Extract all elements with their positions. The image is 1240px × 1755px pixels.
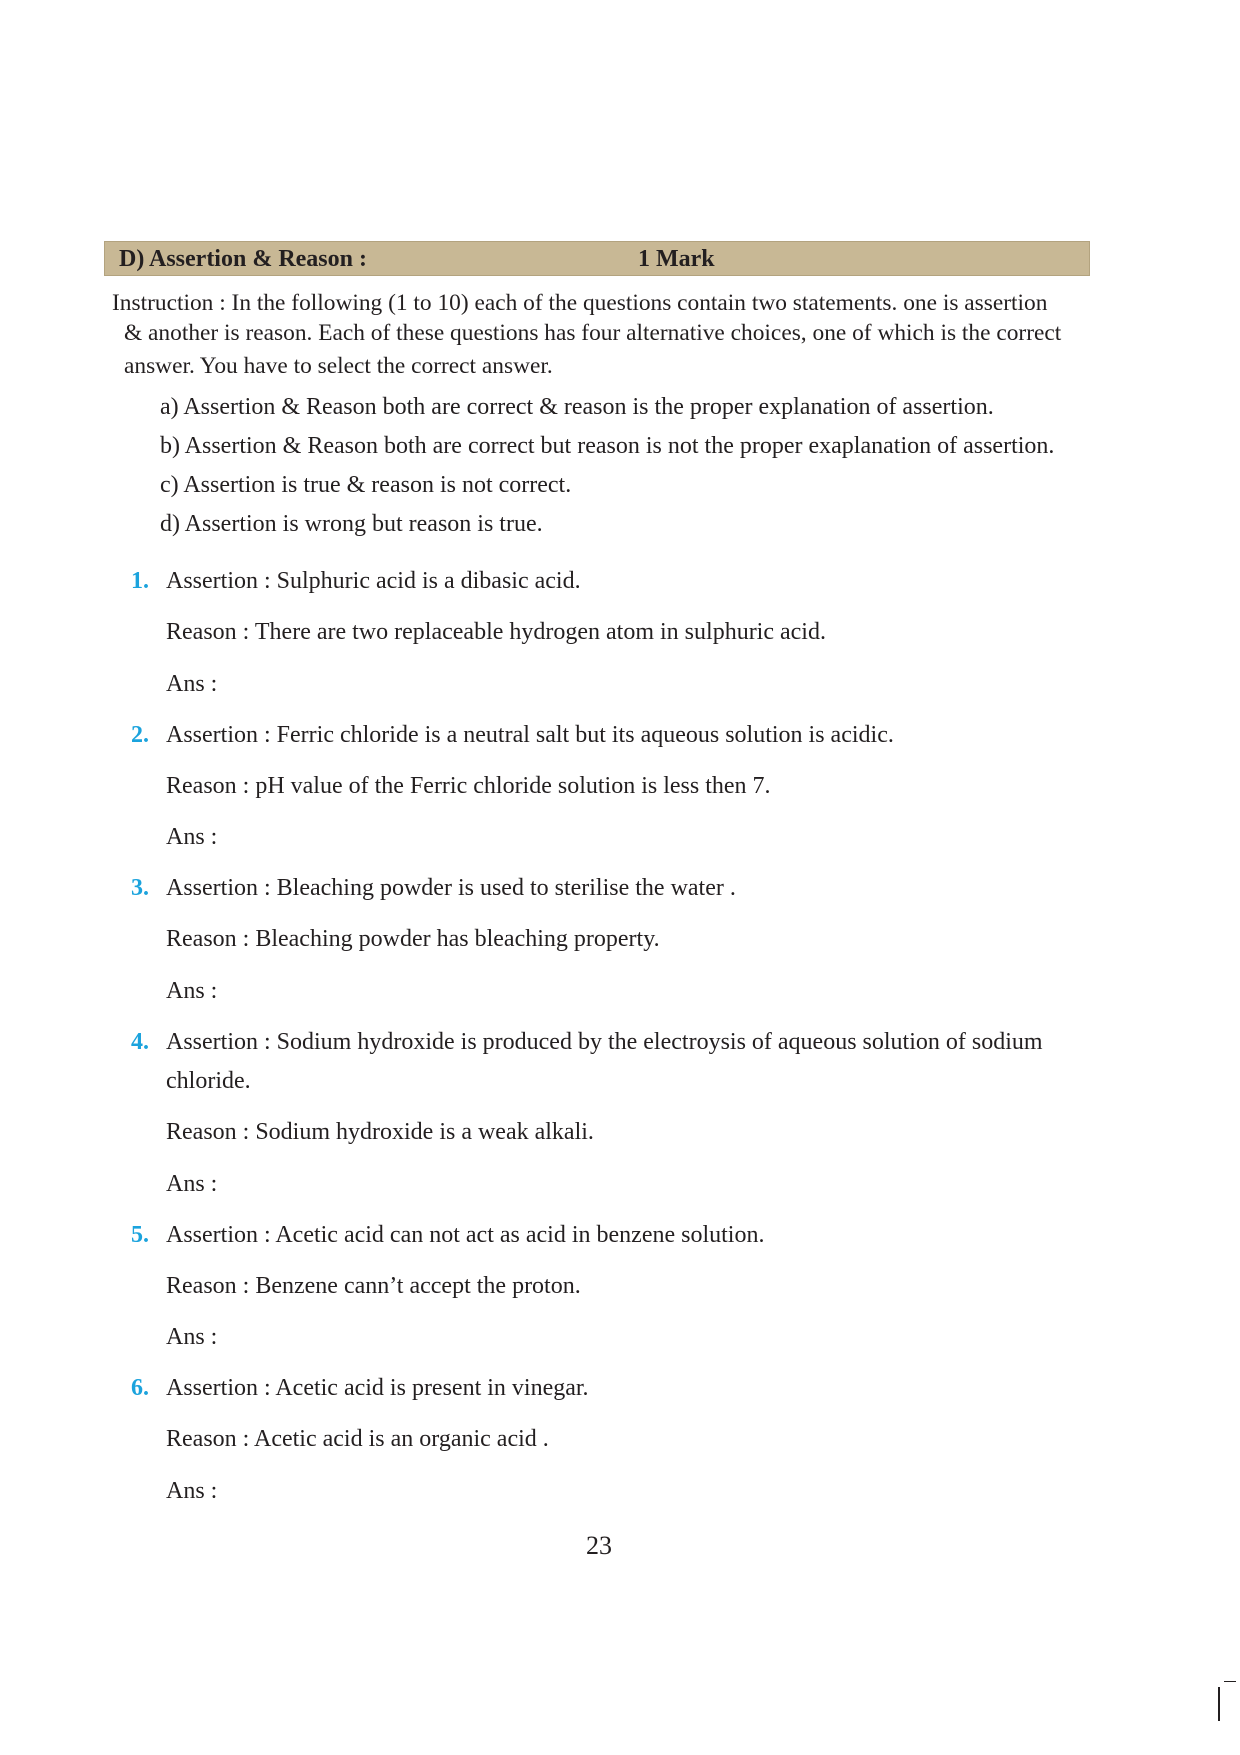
question-reason: Reason : Sodium hydroxide is a weak alkali.	[166, 1119, 594, 1145]
question-reason: Reason : Bleaching powder has bleaching property.	[166, 926, 660, 952]
question-assertion-continued: chloride.	[166, 1068, 251, 1094]
question-answer: Ans :	[166, 824, 218, 850]
question-number: 2.	[131, 722, 149, 748]
question-number: 6.	[131, 1375, 149, 1401]
question-answer: Ans :	[166, 978, 218, 1004]
question-assertion: Assertion : Sodium hydroxide is produced by the electroysis of aqueous solution of sodium	[166, 1029, 1043, 1055]
question-answer: Ans :	[166, 1324, 218, 1350]
question-assertion: Assertion : Ferric chloride is a neutral salt but its aqueous solution is acidic.	[166, 722, 894, 748]
instruction-text	[112, 288, 1092, 381]
question-reason: Reason : pH value of the Ferric chloride solution is less then 7.	[166, 773, 771, 799]
question-answer: Ans :	[166, 671, 218, 697]
section-header	[104, 241, 1090, 276]
option-a: a) Assertion & Reason both are correct & reason is the proper explanation of assertion.	[160, 394, 994, 420]
option-c: c) Assertion is true & reason is not correct.	[160, 472, 572, 498]
question-assertion: Assertion : Acetic acid is present in vinegar.	[166, 1375, 589, 1401]
question-number: 1.	[131, 568, 149, 594]
section-marks: 1 Mark	[638, 246, 715, 272]
question-reason: Reason : Benzene cann’t accept the proton.	[166, 1273, 581, 1299]
question-assertion: Assertion : Acetic acid can not act as acid in benzene solution.	[166, 1222, 765, 1248]
question-assertion: Assertion : Sulphuric acid is a dibasic acid.	[166, 568, 581, 594]
question-answer: Ans :	[166, 1478, 218, 1504]
question-answer: Ans :	[166, 1171, 218, 1197]
question-number: 4.	[131, 1029, 149, 1055]
section-title: D) Assertion & Reason :	[119, 246, 367, 272]
question-assertion: Assertion : Bleaching powder is used to sterilise the water .	[166, 875, 736, 901]
page-number: 23	[586, 1531, 612, 1560]
question-number: 5.	[131, 1222, 149, 1248]
option-d: d) Assertion is wrong but reason is true.	[160, 511, 543, 537]
instruction-line-2: & another is reason. Each of these questions has four alternative choices, one of which is the correct	[124, 320, 1062, 346]
instruction-line-3: answer. You have to select the correct answer.	[124, 353, 553, 379]
question-number: 3.	[131, 875, 149, 901]
question-reason: Reason : Acetic acid is an organic acid .	[166, 1426, 549, 1452]
crop-mark-icon	[1218, 1687, 1232, 1721]
option-b: b) Assertion & Reason both are correct but reason is not the proper exaplanation of assertion.	[160, 433, 1055, 459]
instruction-line-1: Instruction : In the following (1 to 10) each of the questions contain two statements. one is assertion	[112, 290, 1048, 316]
question-reason: Reason : There are two replaceable hydrogen atom in sulphuric acid.	[166, 619, 826, 645]
